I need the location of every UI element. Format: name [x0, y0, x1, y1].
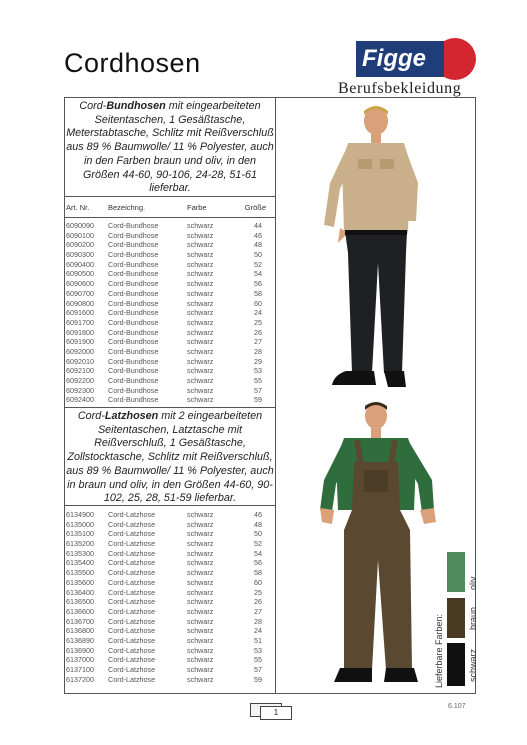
page-box [248, 703, 294, 719]
table-row [66, 250, 272, 260]
cell-farbe: schwarz [187, 385, 214, 395]
cell-art-nr: 6090600 [66, 279, 94, 289]
cell-groesse: 59 [254, 395, 262, 405]
cell-groesse: 60 [254, 577, 262, 587]
cell-farbe: schwarz [187, 395, 214, 405]
bundhose-model-image [318, 103, 428, 395]
divider [64, 505, 276, 506]
cell-bezeichnung: Cord-Bundhose [108, 269, 159, 279]
page-title: Cordhosen [64, 48, 201, 78]
cell-farbe: schwarz [187, 587, 214, 597]
cell-farbe: schwarz [187, 346, 214, 356]
cell-groesse: 56 [254, 279, 262, 289]
cell-art-nr: 6135000 [66, 519, 94, 529]
cell-groesse: 57 [254, 385, 262, 395]
colors-legend-label: Lieferbare Farben: [434, 613, 444, 688]
cell-groesse: 27 [254, 337, 262, 347]
cell-art-nr: 6135100 [66, 529, 94, 539]
cell-art-nr: 6135300 [66, 548, 94, 558]
cell-farbe: schwarz [187, 279, 214, 289]
cell-farbe: schwarz [187, 519, 214, 529]
cell-farbe: schwarz [187, 230, 214, 240]
cell-bezeichnung: Cord-Bundhose [108, 337, 159, 347]
table-row [66, 240, 272, 250]
cell-art-nr: 6092000 [66, 346, 94, 356]
table-row [66, 221, 272, 231]
cell-art-nr: 6091900 [66, 337, 94, 347]
cell-art-nr: 6134900 [66, 510, 94, 519]
table-row [66, 318, 272, 328]
table-row [66, 289, 272, 299]
cell-groesse: 25 [254, 587, 262, 597]
table-row [66, 549, 272, 559]
cell-art-nr: 6090200 [66, 240, 94, 250]
cell-art-nr: 6136890 [66, 635, 94, 645]
table-row [66, 357, 272, 367]
cell-bezeichnung: Cord-Latzhose [108, 616, 156, 626]
cell-bezeichnung: Cord-Latzhose [108, 539, 156, 549]
cell-art-nr: 6135600 [66, 577, 94, 587]
color-name-braun: braun [468, 606, 478, 630]
cell-farbe: schwarz [187, 308, 214, 318]
cell-bezeichnung: Cord-Latzhose [108, 529, 156, 539]
cell-farbe: schwarz [187, 376, 214, 385]
cell-bezeichnung: Cord-Latzhose [108, 577, 156, 587]
cell-bezeichnung: Cord-Latzhose [108, 674, 156, 684]
cell-groesse: 58 [254, 288, 262, 298]
cell-groesse: 53 [254, 645, 262, 655]
cell-art-nr: 6135400 [66, 558, 94, 568]
cell-groesse: 26 [254, 327, 262, 337]
cell-bezeichnung: Cord-Bundhose [108, 230, 159, 240]
cell-farbe: schwarz [187, 665, 214, 674]
header-bez: Bezeichng. [108, 203, 146, 212]
cell-bezeichnung: Cord-Latzhose [108, 558, 156, 568]
cell-groesse: 26 [254, 597, 262, 607]
cell-farbe: schwarz [187, 337, 214, 347]
cell-groesse: 44 [254, 221, 262, 230]
cell-bezeichnung: Cord-Bundhose [108, 308, 159, 318]
cell-bezeichnung: Cord-Bundhose [108, 356, 159, 366]
cell-groesse: 58 [254, 568, 262, 578]
cell-groesse: 24 [254, 626, 262, 636]
cell-art-nr: 6136500 [66, 597, 94, 607]
cell-art-nr: 6136900 [66, 645, 94, 655]
cell-groesse: 57 [254, 665, 262, 674]
cell-art-nr: 6135500 [66, 568, 94, 578]
cell-bezeichnung: Cord-Bundhose [108, 346, 159, 356]
table-row [66, 646, 272, 656]
cell-bezeichnung: Cord-Bundhose [108, 376, 159, 385]
cell-groesse: 60 [254, 298, 262, 308]
cell-groesse: 24 [254, 308, 262, 318]
cell-bezeichnung: Cord-Latzhose [108, 626, 156, 636]
table-row [66, 578, 272, 588]
cell-art-nr: 6092400 [66, 395, 94, 405]
cell-art-nr: 6091600 [66, 308, 94, 318]
section2-table [66, 510, 272, 684]
cell-bezeichnung: Cord-Latzhose [108, 606, 156, 616]
logo-text: Figge [356, 41, 444, 77]
cell-groesse: 29 [254, 356, 262, 366]
table-row [66, 558, 272, 568]
table-row [66, 337, 272, 347]
table-row [66, 279, 272, 289]
cell-bezeichnung: Cord-Latzhose [108, 519, 156, 529]
cell-farbe: schwarz [187, 240, 214, 250]
page-number: 6.107 [448, 703, 466, 710]
table-row [66, 328, 272, 338]
table-row [66, 308, 272, 318]
divider [64, 407, 276, 408]
cell-art-nr: 6092100 [66, 366, 94, 376]
cell-art-nr: 6090100 [66, 230, 94, 240]
divider [64, 217, 276, 218]
cell-bezeichnung: Cord-Latzhose [108, 548, 156, 558]
cell-groesse: 46 [254, 510, 262, 519]
cell-groesse: 28 [254, 346, 262, 356]
cell-groesse: 46 [254, 230, 262, 240]
cell-farbe: schwarz [187, 221, 214, 230]
cell-farbe: schwarz [187, 317, 214, 327]
cell-farbe: schwarz [187, 298, 214, 308]
cell-groesse: 55 [254, 655, 262, 665]
table-row [66, 386, 272, 396]
header-art: Art. Nr. [66, 203, 90, 212]
table-row [66, 539, 272, 549]
cell-bezeichnung: Cord-Latzhose [108, 587, 156, 597]
latzhose-model-image [314, 400, 444, 692]
table-row [66, 269, 272, 279]
cell-art-nr: 6137100 [66, 665, 94, 674]
cell-art-nr: 6137200 [66, 674, 94, 684]
table-row [66, 376, 272, 386]
cell-bezeichnung: Cord-Bundhose [108, 366, 159, 376]
cell-bezeichnung: Cord-Bundhose [108, 240, 159, 250]
table-row [66, 588, 272, 598]
cell-groesse: 51 [254, 635, 262, 645]
table-row [66, 395, 272, 405]
cell-groesse: 54 [254, 548, 262, 558]
cell-farbe: schwarz [187, 635, 214, 645]
table-row [66, 607, 272, 617]
color-name-oliv: oliv [468, 576, 478, 590]
cell-art-nr: 6090300 [66, 250, 94, 260]
cell-bezeichnung: Cord-Latzhose [108, 645, 156, 655]
table-row [66, 636, 272, 646]
cell-farbe: schwarz [187, 366, 214, 376]
cell-farbe: schwarz [187, 597, 214, 607]
cell-bezeichnung: Cord-Bundhose [108, 288, 159, 298]
cell-art-nr: 6136800 [66, 626, 94, 636]
cell-bezeichnung: Cord-Latzhose [108, 568, 156, 578]
table-row [66, 665, 272, 675]
brand-subtitle: Berufsbekleidung [338, 80, 462, 97]
cell-farbe: schwarz [187, 655, 214, 665]
table-row [66, 299, 272, 309]
table-row [66, 597, 272, 607]
table-row [66, 529, 272, 539]
cell-bezeichnung: Cord-Latzhose [108, 655, 156, 665]
cell-bezeichnung: Cord-Bundhose [108, 317, 159, 327]
cell-art-nr: 6090400 [66, 259, 94, 269]
cell-farbe: schwarz [187, 577, 214, 587]
cell-bezeichnung: Cord-Bundhose [108, 259, 159, 269]
table-header [66, 203, 272, 215]
cell-art-nr: 6136600 [66, 606, 94, 616]
color-name-schwarz: schwarz [468, 648, 478, 682]
table-row [66, 366, 272, 376]
cell-groesse: 50 [254, 250, 262, 260]
cell-groesse: 59 [254, 674, 262, 684]
cell-art-nr: 6136400 [66, 587, 94, 597]
cell-groesse: 48 [254, 519, 262, 529]
cell-farbe: schwarz [187, 510, 214, 519]
header-groesse: Größe [244, 203, 266, 212]
cell-groesse: 56 [254, 558, 262, 568]
section2-description: Cord-Latzhosen mit 2 eingearbeiteten Seitentaschen, Latztasche mit Reißverschluß, 1 Gesäßtasche, Zollstocktasche, Schlitz mit Reißverschluß, aus 89 % Baumwolle/ 11 % Polyester, auch in braun und oliv, in den Größen 44-60, 90-102, 25, 28, 51-59 lieferbar. [66, 410, 274, 505]
cell-farbe: schwarz [187, 250, 214, 260]
cell-farbe: schwarz [187, 606, 214, 616]
cell-bezeichnung: Cord-Latzhose [108, 635, 156, 645]
cell-bezeichnung: Cord-Bundhose [108, 298, 159, 308]
table-row [66, 520, 272, 530]
cell-groesse: 25 [254, 317, 262, 327]
cell-art-nr: 6092300 [66, 385, 94, 395]
section1-table [66, 221, 272, 405]
cell-groesse: 52 [254, 259, 262, 269]
cell-farbe: schwarz [187, 568, 214, 578]
cell-farbe: schwarz [187, 674, 214, 684]
cell-groesse: 55 [254, 376, 262, 385]
cell-art-nr: 6136700 [66, 616, 94, 626]
cell-art-nr: 6135200 [66, 539, 94, 549]
cell-farbe: schwarz [187, 288, 214, 298]
cell-bezeichnung: Cord-Bundhose [108, 221, 159, 230]
brand-logo [356, 38, 476, 82]
table-row [66, 617, 272, 627]
cell-farbe: schwarz [187, 626, 214, 636]
cell-art-nr: 6091700 [66, 317, 94, 327]
cell-bezeichnung: Cord-Latzhose [108, 510, 156, 519]
cell-bezeichnung: Cord-Latzhose [108, 597, 156, 607]
table-row [66, 510, 272, 520]
cell-art-nr: 6090700 [66, 288, 94, 298]
cell-bezeichnung: Cord-Bundhose [108, 327, 159, 337]
divider [64, 196, 276, 197]
cell-groesse: 48 [254, 240, 262, 250]
cell-art-nr: 6090090 [66, 221, 94, 230]
cell-farbe: schwarz [187, 539, 214, 549]
cell-farbe: schwarz [187, 645, 214, 655]
cell-farbe: schwarz [187, 269, 214, 279]
table-row [66, 675, 272, 685]
cell-farbe: schwarz [187, 548, 214, 558]
page-box-number: 1 [260, 706, 292, 720]
color-swatch-braun [447, 598, 465, 638]
cell-art-nr: 6137000 [66, 655, 94, 665]
table-row [66, 655, 272, 665]
table-row [66, 568, 272, 578]
cell-art-nr: 6091800 [66, 327, 94, 337]
cell-groesse: 52 [254, 539, 262, 549]
color-swatch-oliv [447, 552, 465, 592]
cell-bezeichnung: Cord-Bundhose [108, 250, 159, 260]
cell-art-nr: 6092200 [66, 376, 94, 385]
cell-groesse: 53 [254, 366, 262, 376]
cell-groesse: 50 [254, 529, 262, 539]
cell-farbe: schwarz [187, 259, 214, 269]
cell-art-nr: 6090500 [66, 269, 94, 279]
cell-farbe: schwarz [187, 356, 214, 366]
cell-farbe: schwarz [187, 327, 214, 337]
cell-bezeichnung: Cord-Bundhose [108, 395, 159, 405]
cell-bezeichnung: Cord-Bundhose [108, 385, 159, 395]
header-farbe: Farbe [187, 203, 207, 212]
section1-description: Cord-Bundhosen mit eingearbeiteten Seitentaschen, 1 Gesäßtasche, Meterstabtasche, Schlitz mit Reißverschluß aus 89 % Baumwolle/ 11 % Polyester, auch in den Farben braun und oliv, in den Größen 44-60, 90-106, 24-28, 51-61 lieferbar. [66, 100, 274, 195]
table-row [66, 347, 272, 357]
cell-farbe: schwarz [187, 558, 214, 568]
cell-bezeichnung: Cord-Latzhose [108, 665, 156, 674]
color-swatch-schwarz [447, 643, 465, 686]
table-row [66, 231, 272, 241]
table-row [66, 626, 272, 636]
cell-farbe: schwarz [187, 529, 214, 539]
cell-art-nr: 6092010 [66, 356, 94, 366]
table-row [66, 260, 272, 270]
cell-groesse: 28 [254, 616, 262, 626]
cell-groesse: 27 [254, 606, 262, 616]
cell-art-nr: 6090800 [66, 298, 94, 308]
cell-groesse: 54 [254, 269, 262, 279]
cell-bezeichnung: Cord-Bundhose [108, 279, 159, 289]
cell-farbe: schwarz [187, 616, 214, 626]
